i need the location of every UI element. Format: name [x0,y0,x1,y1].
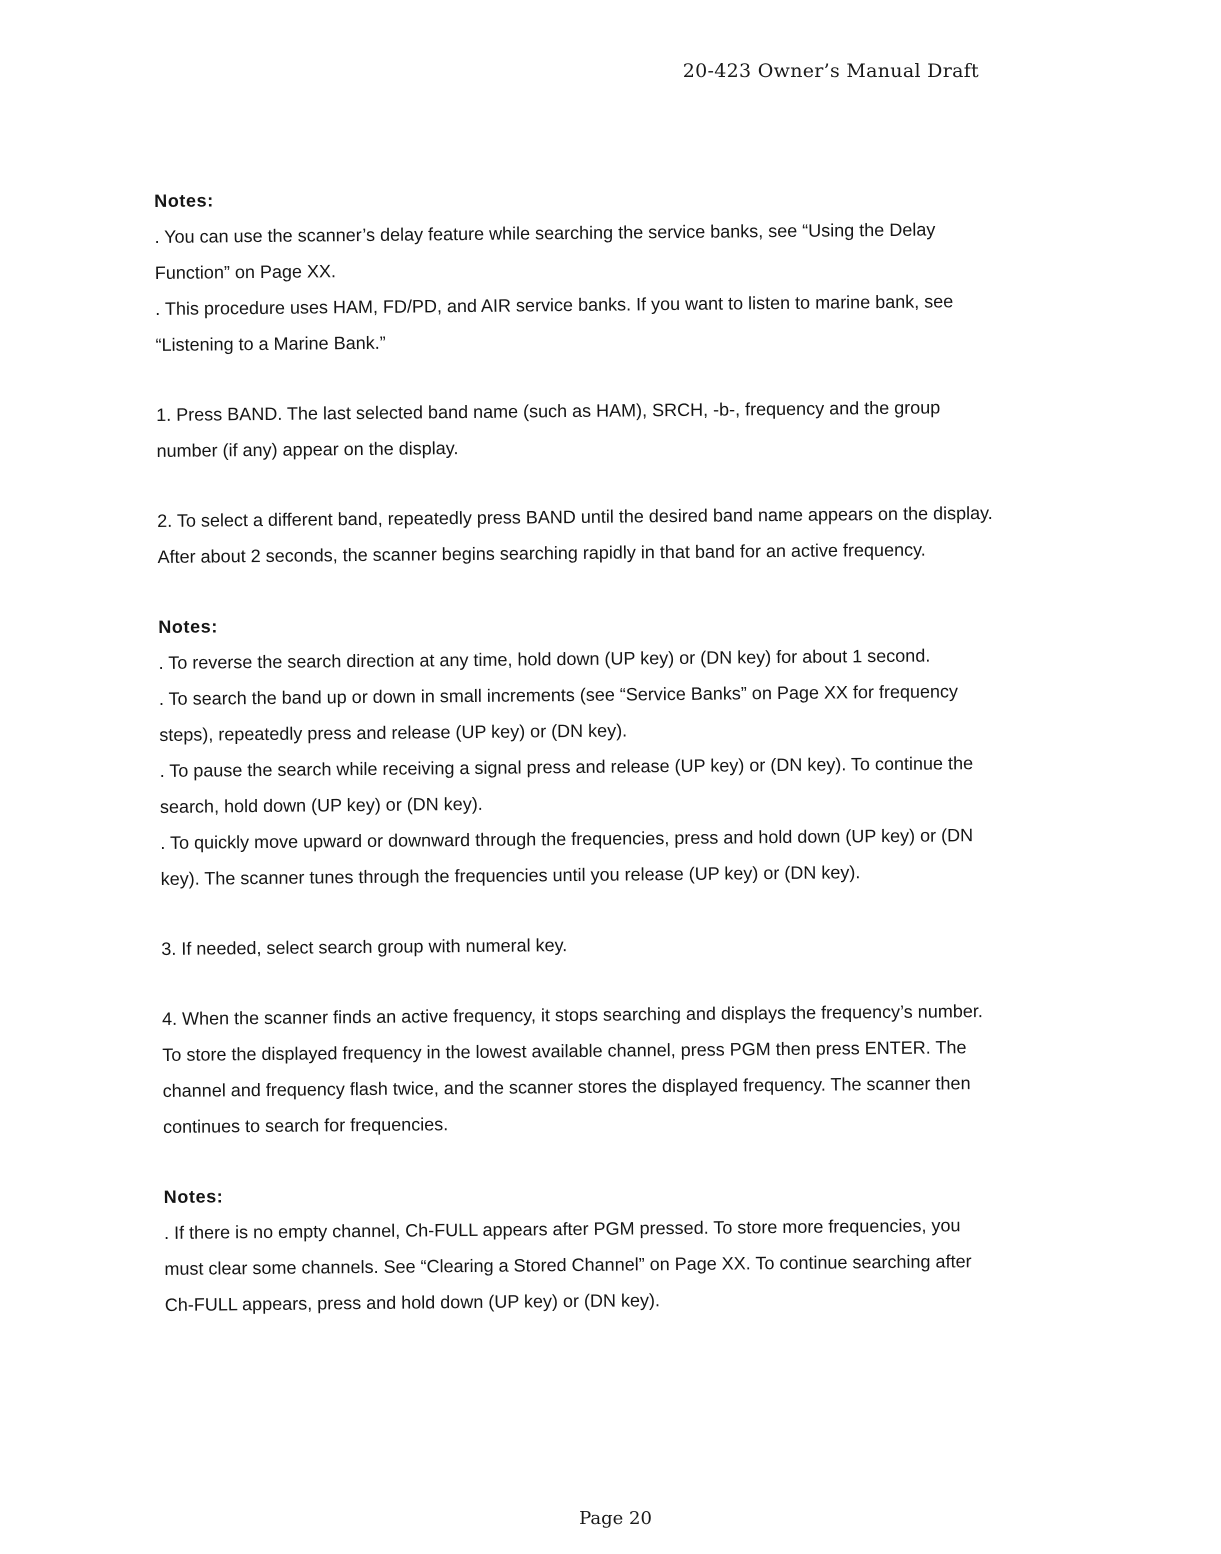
step-2-select-band: 2. To select a different band, repeatedly press BAND until the desired band name appears on the display. After about 2 seconds, the scanner begins searching rapidly in that band for an active frequency. [157,502,993,567]
notes-section-delay [154,175,996,363]
notes-heading: Notes: [154,190,214,211]
note-item: . If there is no empty channel, Ch-FULL appears after PGM pressed. To store more frequencies, you must clear some channels. See “Clearing a Stored Channel” on Page XX. To continue searching after Ch-FULL appears, press and hold down (UP key) or (DN key). [163,1215,972,1315]
notes-heading: Notes: [163,1186,224,1207]
step-4-store-frequency: 4. When the scanner finds an active frequency, it stops searching and displays the frequency’s number. To store the displayed frequency in the lowest available channel, press PGM then press ENTER. The channel and frequency flash twice, and the scanner stores the displayed frequency. The scanner then continues to search for frequencies. [161,1001,983,1137]
page-number: Page 20 [579,1508,652,1529]
note-item: . To pause the search while receiving a signal press and release (UP key) or (DN key). To continue the search, hold down (UP key) or (DN key). [159,753,974,817]
document-header-title: 20-423 Owner’s Manual Draft [682,60,979,82]
step-1-press-band: 1. Press BAND. The last selected band name (such as HAM), SRCH, -b-, frequency and the group number (if any) appear on the display. [156,397,941,461]
page-body [154,175,1005,1323]
note-item: . To quickly move upward or downward through the frequencies, press and hold down (UP key) or (DN key). The scanner tunes through the frequencies until you release (UP key) or (DN key). [160,825,974,889]
notes-heading: Notes: [158,616,218,637]
step-3-search-group: 3. If needed, select search group with numeral key. [161,935,568,959]
note-item: . To search the band up or down in small increments (see “Service Banks” on Page XX for frequency steps), repeatedly press and release (UP key) or (DN key). [158,681,959,745]
notes-section-search-controls [158,601,1001,897]
note-item: . To reverse the search direction at any time, hold down (UP key) or (DN key) for about 1 second. [158,645,931,673]
notes-section-ch-full [164,1171,1005,1323]
note-item: . You can use the scanner’s delay feature while searching the service banks, see “Using the Delay Function” on Page XX. [154,219,936,283]
note-item: . This procedure uses HAM, FD/PD, and AIR service banks. If you want to listen to marine bank, see “Listening to a Marine Bank.” [155,291,954,355]
